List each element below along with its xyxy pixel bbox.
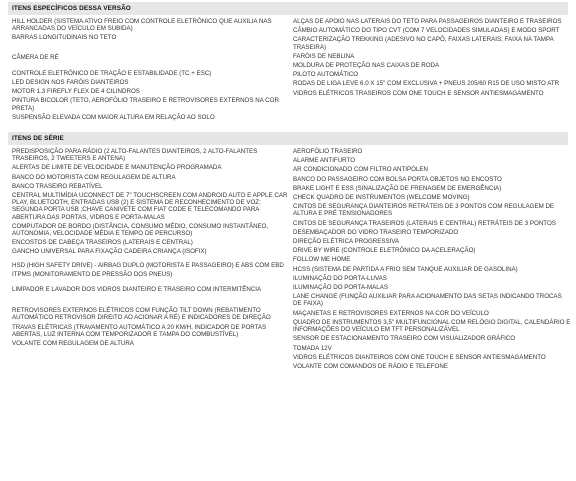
list-item: TRAVAS ELÉTRICAS (TRAVAMENTO AUTOMÁTICO A 20 KM/H, INDICADOR DE PORTAS ABERTAS, LUZ INTERNA COM TEMPORIZADOR E TAMPA DO COMBUSTÍVEL) xyxy=(12,323,267,338)
section-spacer xyxy=(8,125,568,132)
list-item: CÂMBIO AUTOMÁTICO DO TIPO CVT (COM 7 VELOCIDADES SIMULADAS) E MODO SPORT xyxy=(293,27,560,35)
items-left-column xyxy=(12,148,291,372)
list-item: LIMPADOR E LAVADOR DOS VIDROS DIANTEIRO E TRASEIRO COM INTERMITÊNCIA xyxy=(12,286,262,294)
list-item: FARÓIS DE NEBLINA xyxy=(293,52,355,60)
list-item: CINTOS DE SEGURANÇA DIANTEIROS RETRÁTEIS DE 3 PONTOS COM REGULAGEM DE ALTURA E PRÉ TENSIONADORES xyxy=(293,203,555,218)
section-items-grid xyxy=(8,145,571,374)
list-item: CINTOS DE SEGURANÇA TRASEIROS (LATERAIS E CENTRAL) RETRÁTEIS DE 3 PONTOS xyxy=(293,219,556,227)
list-item: VIDROS ELÉTRICOS DIANTEIROS COM ONE TOUCH E SENSOR ANTIESMAGAMENTO xyxy=(293,353,546,361)
list-item: LED DESIGN NOS FARÓIS DIANTEIROS xyxy=(12,79,129,87)
list-item: TOMADA 12V xyxy=(293,344,332,352)
list-item: ALERTAS DE LIMITE DE VELOCIDADE E MANUTENÇÃO PROGRAMADA xyxy=(12,164,222,172)
list-item: BANCO DO PASSAGEIRO COM BOLSA PORTA OBJETOS NO ENCOSTO xyxy=(293,175,502,183)
list-item: HCSS (SISTEMA DE PARTIDA A FRIO SEM TANQUE AUXILIAR DE GASOLINA) xyxy=(293,265,518,273)
list-item: VOLANTE COM COMANDOS DE RÁDIO E TELEFONE xyxy=(293,362,448,370)
list-item: CONTROLE ELETRÔNICO DE TRAÇÃO E ESTABILIDADE (TC + ESC) xyxy=(12,69,212,77)
list-item: BANCO TRASEIRO REBATÍVEL xyxy=(12,182,103,190)
items-right-column xyxy=(293,18,572,123)
section-specific-items xyxy=(8,2,568,125)
list-item: ALARME ANTIFURTO xyxy=(293,157,356,165)
list-item: AR CONDICIONADO COM FILTRO ANTIPÓLEN xyxy=(293,166,428,174)
items-right-column xyxy=(293,148,572,372)
list-item: SUSPENSÃO ELEVADA COM MAIOR ALTURA EM RELAÇÃO AO SOLO xyxy=(12,113,215,121)
list-item: DESEMBAÇADOR DO VIDRO TRASEIRO TEMPORIZADO xyxy=(293,228,459,236)
list-item: BANCO DO MOTORISTA COM REGULAGEM DE ALTURA xyxy=(12,173,176,181)
section-standard-items xyxy=(8,132,571,374)
list-item: HILL HOLDER (SISTEMA ATIVO FREIO COM CONTROLE ELETRÔNICO QUE AUXILIA NAS ARRANCADAS DO VEÍCULO EM SUBIDA) xyxy=(12,18,272,33)
list-item: MOTOR 1.3 FIREFLY FLEX DE 4 CILINDROS xyxy=(12,88,140,96)
list-item: MAÇANETAS E RETROVISORES EXTERNOS NA COR DO VEÍCULO xyxy=(293,309,489,317)
list-item: LANE CHANGE (FUNÇÃO AUXILIAR PARA ACIONAMENTO DAS SETAS INDICANDO TROCAS DE FAIXA) xyxy=(293,293,562,308)
list-item: CENTRAL MULTIMÍDIA UCONNECT DE 7" TOUCHSCREEN COM ANDROID AUTO E APPLE CAR PLAY, BLUETOOTH, ENTRADAS USB (2) E SISTEMA DE RECONHECIMENTO DE VOZ; SEGUNDA PORTA USB ;CHAVE CANIVETE COM FIAT CODE E TELECOMANDO PARA ABERTURA DAS PORTAS, VIDROS E PORTA-MALAS xyxy=(12,192,288,221)
list-item: PREDISPOSIÇÃO PARA RÁDIO (2 ALTO-FALANTES DIANTEIROS, 2 ALTO-FALANTES TRASEIROS, 2 TWEETERS E ANTENA) xyxy=(12,148,258,163)
list-item: CHECK QUADRO DE INSTRUMENTOS (WELCOME MOVING) xyxy=(293,194,470,202)
list-item: DIREÇÃO ELÉTRICA PROGRESSIVA xyxy=(293,238,400,246)
list-item: FOLLOW ME HOME xyxy=(293,256,351,264)
list-item: PINTURA BICOLOR (TETO, AEROFÓLIO TRASEIRO E RETROVISORES EXTERNOS NA COR PRETA) xyxy=(12,97,279,112)
list-item: ILUMINAÇÃO DO PORTA-LUVAS xyxy=(293,274,387,282)
list-item: VOLANTE COM REGULAGEM DE ALTURA xyxy=(12,340,134,348)
list-item: CÂMERA DE RÉ xyxy=(12,53,59,61)
list-item: MOLDURA DE PROTEÇÃO NAS CAIXAS DE RODA xyxy=(293,62,440,70)
list-item: BARRAS LONGITUDINAIS NO TETO xyxy=(12,34,117,42)
section-title: ITENS ESPECÍFICOS DESSA VERSÃO xyxy=(8,2,568,15)
list-item: VIDROS ELÉTRICOS TRASEIROS COM ONE TOUCH E SENSOR ANTIESMAGAMENTO xyxy=(293,89,544,97)
list-item: ITPMS (MONITORAMENTO DE PRESSÃO DOS PNEUS) xyxy=(12,270,173,278)
list-item: ENCOSTOS DE CABEÇA TRASEIROS (LATERAIS E CENTRAL) xyxy=(12,239,193,247)
list-item: DRIVE BY WIRE (CONTROLE ELETRÔNICO DA ACELERAÇÃO) xyxy=(293,247,476,255)
list-item: RETROVISORES EXTERNOS ELÉTRICOS COM FUNÇÃO TILT DOWN (REBATIMENTO AUTOMÁTICO RETROVISOR DIREITO AO ACIONAR A RÉ) E INDICADORES DE DIREÇÃO xyxy=(12,307,271,322)
list-item: HSD (HIGH SAFETY DRIVE) - AIRBAG DUPLO (MOTORISTA E PASSAGEIRO) E ABS COM EBD xyxy=(12,261,284,269)
list-item: COMPUTADOR DE BORDO (DISTÂNCIA, CONSUMO MÉDIO, CONSUMO INSTANTÂNEO, AUTONOMIA, VELOCIDADE MÉDIA E TEMPO DE PERCURSO) xyxy=(12,222,269,238)
list-item: CARACTERIZAÇÃO TREKKING (ADESIVO NO CAPÔ, FAIXAS LATERAIS, FAIXA NA TAMPA TRASEIRA) xyxy=(293,36,554,51)
section-items-grid xyxy=(8,15,568,125)
list-item: BRAKE LIGHT E ESS (SINALIZAÇÃO DE FRENAGEM DE EMERGÊNCIA) xyxy=(293,184,502,192)
list-item: PILOTO AUTOMÁTICO xyxy=(293,71,359,79)
list-item: GANCHO UNIVERSAL PARA FIXAÇÃO CADEIRA CRIANÇA (ISOFIX) xyxy=(12,248,207,256)
list-item: SENSOR DE ESTACIONAMENTO TRASEIRO COM VISUALIZADOR GRÁFICO xyxy=(293,335,516,343)
list-item: ILUMINAÇÃO DO PORTA-MALAS xyxy=(293,284,389,292)
list-item: RODAS DE LIGA LEVE 6.0 X 15" COM EXCLUSIVA + PNEUS 205/60 R15 DE USO MISTO ATR xyxy=(293,80,560,88)
list-item: AEROFÓLIO TRASEIRO xyxy=(293,148,363,156)
items-left-column xyxy=(12,18,291,123)
list-item: QUADRO DE INSTRUMENTOS 3,5" MULTIFUNCIONAL COM RELÓGIO DIGITAL, CALENDÁRIO E INFORMAÇÕES DO VEÍCULO EM TFT PERSONALIZÁVEL xyxy=(293,318,571,334)
section-title: ITENS DE SÉRIE xyxy=(8,132,568,145)
list-item: ALÇAS DE APOIO NAS LATERAIS DO TETO PARA PASSAGEIROS DIANTEIRO E TRASEIROS xyxy=(293,18,562,25)
